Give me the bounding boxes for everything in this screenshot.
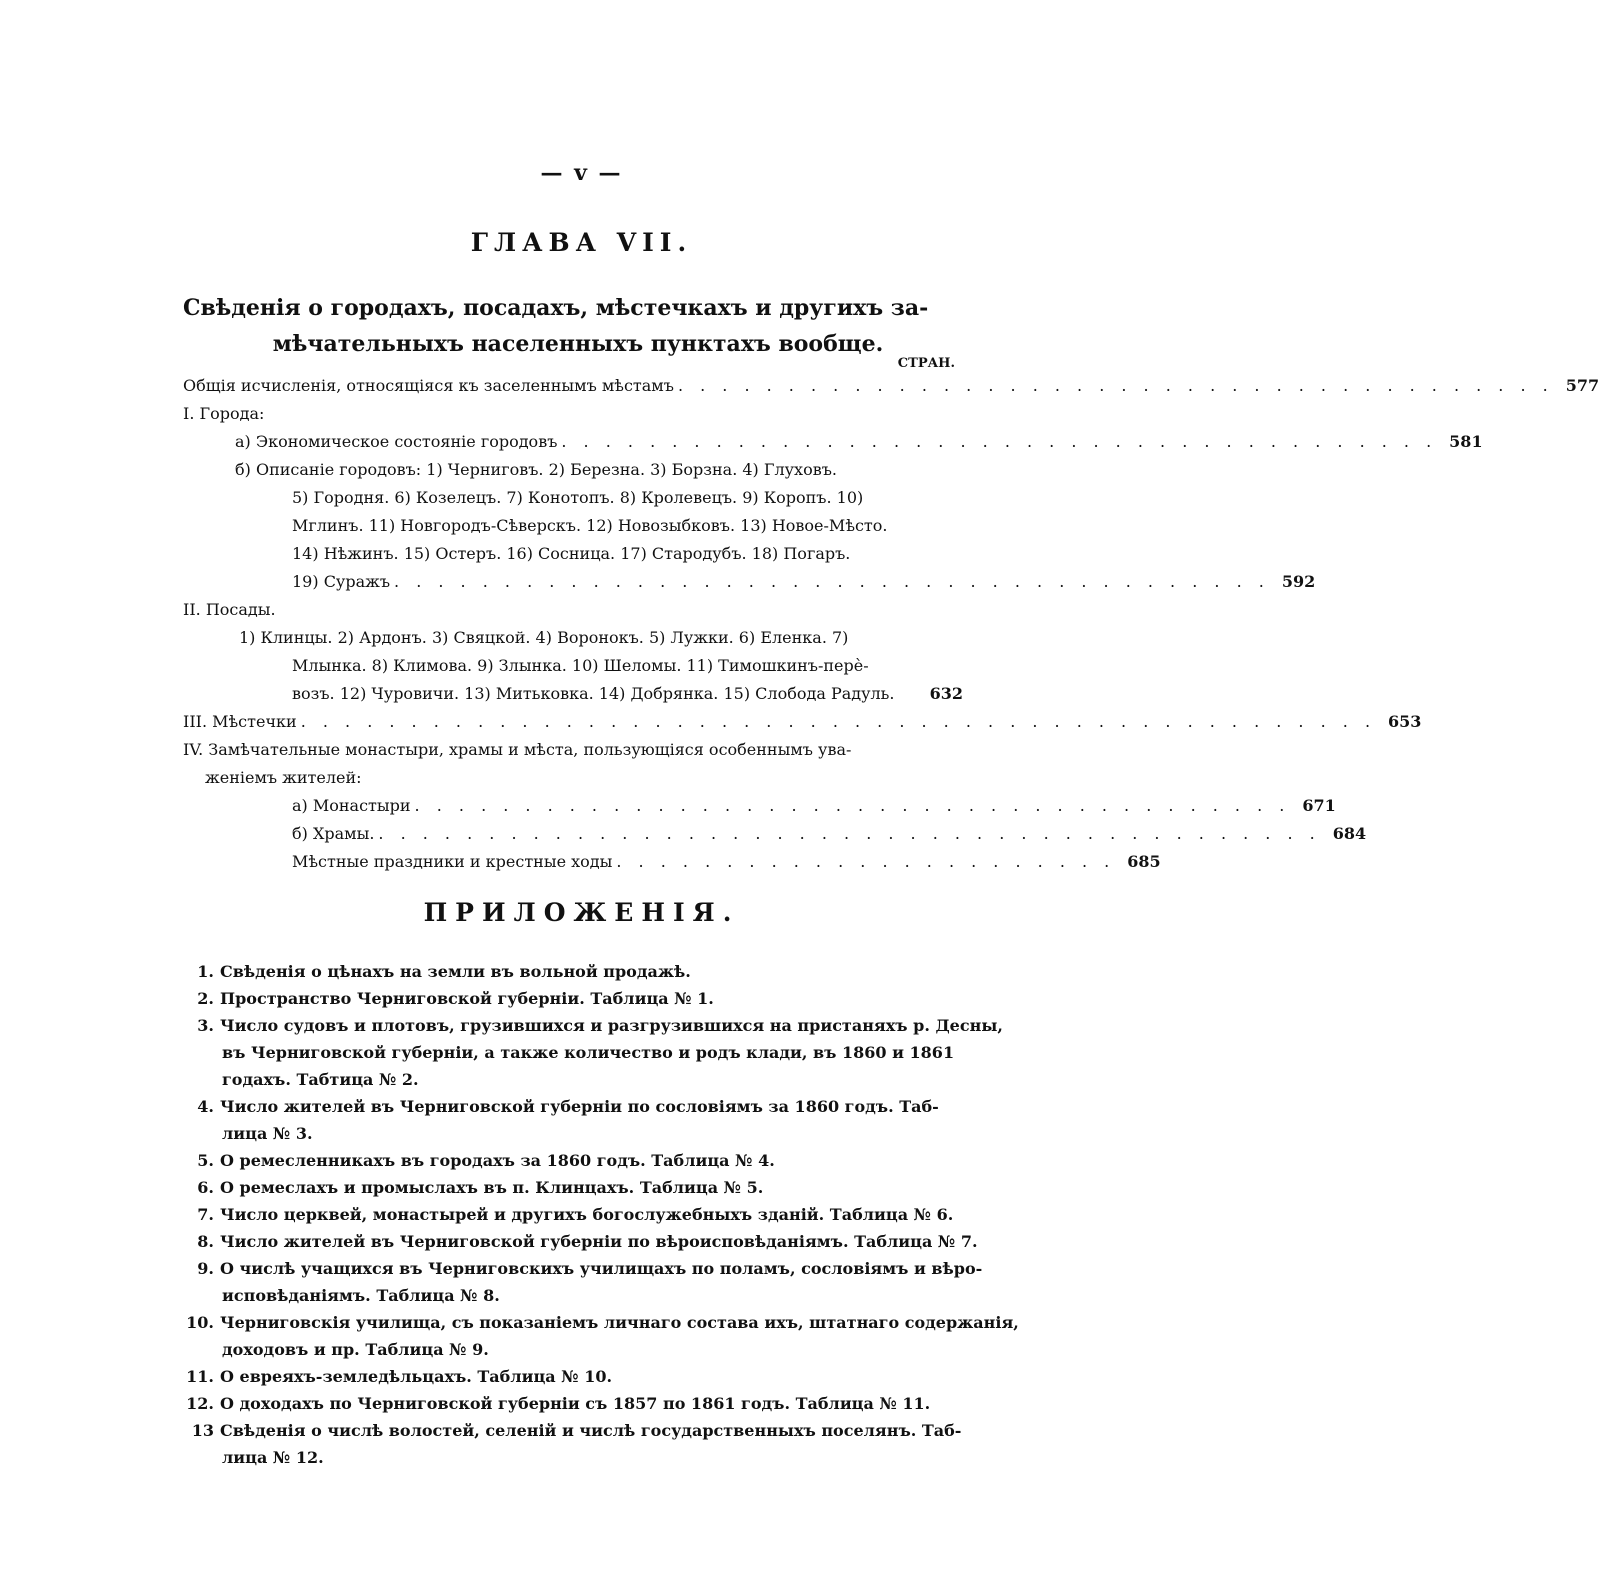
leader-dots: . . . . . . . . . . . . . . . . . . . . . . . . . . . . . . . . . . . . . . . . . . . . . . . . . <box>300 712 1377 731</box>
item-number: 4. <box>197 1097 214 1116</box>
item-number: 9. <box>197 1259 214 1278</box>
toc-page: 684 <box>1332 824 1367 843</box>
item-text: О числѣ учащихся въ Черниговскихъ училищахъ по поламъ, сословіямъ и вѣро- <box>220 1259 983 1278</box>
item-text: лица № 3. <box>222 1124 313 1143</box>
list-item <box>182 1201 972 1228</box>
toc-entry-text: III. Мѣстечки <box>183 712 297 731</box>
toc-page: 581 <box>1449 432 1483 451</box>
item-text: въ Черниговской губерніи, а также количество и родъ клади, въ 1860 и 1861 <box>222 1043 955 1062</box>
list-item <box>182 985 972 1012</box>
subtitle-line-1: Свѣденія о городахъ, посадахъ, мѣстечкахъ и другихъ за- <box>183 295 929 321</box>
item-number: 1. <box>197 962 214 981</box>
toc-entry <box>183 680 963 708</box>
toc-page: 632 <box>929 684 963 703</box>
list-item <box>182 1228 978 1255</box>
toc-entry-text: б) Храмы. <box>292 824 375 843</box>
item-text: Черниговскія училища, съ показаніемъ личнаго состава ихъ, штатнаго содержанія, <box>220 1313 1019 1332</box>
toc-entry-text: Мѣстные праздники и крестные ходы <box>292 852 613 871</box>
list-item <box>182 1309 1019 1363</box>
toc-line: б) Описаніе городовъ: 1) Черниговъ. 2) Березна. 3) Борзна. 4) Глуховъ. <box>235 460 837 479</box>
item-number: 5. <box>197 1151 214 1170</box>
item-text: Свѣденія о цѣнахъ на земли въ вольной продажѣ. <box>220 962 691 981</box>
toc-page: 592 <box>1281 572 1316 591</box>
toc-entry <box>183 568 1316 596</box>
toc-entry-text: а) Экономическое состояніе городовъ <box>235 432 558 451</box>
toc-page: 671 <box>1302 796 1336 815</box>
list-item <box>182 1147 972 1174</box>
toc-line: женіемъ жителей: <box>205 768 362 787</box>
list-item <box>182 1174 972 1201</box>
chapter-subtitle <box>183 290 973 362</box>
leader-dots: . . . . . . . . . . . . . . . . . . . . . . . . . . . . . . . . . . . . . . . . <box>677 376 1554 395</box>
toc-entry <box>183 820 1367 848</box>
item-number: 8. <box>197 1232 214 1251</box>
list-item <box>182 1255 983 1309</box>
appendices-list <box>182 958 1019 1471</box>
item-text: Свѣденія о числѣ волостей, селеній и числѣ государственныхъ поселянъ. Таб- <box>220 1421 962 1440</box>
toc-entry <box>183 428 1483 456</box>
appendices-title: ПРИЛОЖЕНІЯ. <box>423 898 740 927</box>
item-number: 7. <box>197 1205 214 1224</box>
toc-heading: II. Посады. <box>183 600 276 619</box>
page-number: — v — <box>540 160 623 186</box>
toc-line: Мглинъ. 11) Новгородъ-Сѣверскъ. 12) Новозыбковъ. 13) Новое-Мѣсто. <box>292 516 888 535</box>
toc-line: IV. Замѣчательные монастыри, храмы и мѣста, пользующіяся особеннымъ ува- <box>183 740 852 759</box>
leader-dots: . . . . . . . . . . . . . . . . . . . . . . . . . . . . . . . . . . . . . . . . <box>394 572 1270 591</box>
toc-page: 653 <box>1388 712 1422 731</box>
toc-entry <box>183 792 1336 820</box>
toc-entry-text: Общія исчисленія, относящіяся къ заселеннымъ мѣстамъ <box>183 376 674 395</box>
toc-entry <box>183 372 1599 400</box>
leader-dots: . . . . . . . . . . . . . . . . . . . . . . . . . . . . . . . . . . . . . . . . <box>414 796 1291 815</box>
chapter-title: ГЛАВА VII. <box>470 228 693 257</box>
toc-line: 1) Клинцы. 2) Ардонъ. 3) Свяцкой. 4) Воронокъ. 5) Лужки. 6) Еленка. 7) <box>239 628 849 647</box>
item-text: Число жителей въ Черниговской губерніи по вѣроисповѣданіямъ. Таблица № 7. <box>220 1232 978 1251</box>
item-text: О евреяхъ-земледѣльцахъ. Таблица № 10. <box>220 1367 613 1386</box>
item-text: О ремеслахъ и промыслахъ въ п. Клинцахъ. Таблица № 5. <box>220 1178 764 1197</box>
item-number: 3. <box>197 1016 214 1035</box>
item-number: 11. <box>186 1367 214 1386</box>
toc-line: Млынка. 8) Климова. 9) Злынка. 10) Шеломы. 11) Тимошкинъ-перѐ- <box>292 656 869 675</box>
item-number: 2. <box>197 989 214 1008</box>
item-number: 13 <box>191 1421 214 1440</box>
toc-page: 577 <box>1565 376 1599 395</box>
item-text: доходовъ и пр. Таблица № 9. <box>222 1340 489 1359</box>
item-text: Число судовъ и плотовъ, грузившихся и разгрузившихся на пристаняхъ р. Десны, <box>220 1016 1003 1035</box>
item-text: годахъ. Табтица № 2. <box>222 1070 419 1089</box>
list-item <box>182 958 972 985</box>
list-item <box>182 1390 972 1417</box>
leader-dots: . . . . . . . . . . . . . . . . . . . . . . . <box>616 852 1116 871</box>
list-item <box>182 1012 1003 1093</box>
toc-entry-text: а) Монастыри <box>292 796 411 815</box>
item-text: Число церквей, монастырей и другихъ богослужебныхъ зданій. Таблица № 6. <box>220 1205 954 1224</box>
toc-entry <box>183 848 1161 876</box>
item-text: Пространство Черниговской губерніи. Таблица № 1. <box>220 989 714 1008</box>
toc-page: 685 <box>1127 852 1161 871</box>
item-text: О ремесленникахъ въ городахъ за 1860 годъ. Таблица № 4. <box>220 1151 775 1170</box>
toc-heading: I. Города: <box>183 404 265 423</box>
leader-dots: . . . . . . . . . . . . . . . . . . . . . . . . . . . . . . . . . . . . . . . . . . . <box>378 824 1321 843</box>
item-text: О доходахъ по Черниговской губерніи съ 1857 по 1861 годъ. Таблица № 11. <box>220 1394 931 1413</box>
item-number: 12. <box>186 1394 214 1413</box>
leader-dots: . . . . . . . . . . . . . . . . . . . . . . . . . . . . . . . . . . . . . . . . <box>561 432 1438 451</box>
subtitle-line-2: мѣчательныхъ населенныхъ пунктахъ вообще. <box>272 331 884 357</box>
list-item <box>182 1093 972 1147</box>
toc-entry-text: 19) Суражъ <box>292 572 391 591</box>
toc-entry <box>183 708 1422 736</box>
item-text: лица № 12. <box>222 1448 324 1467</box>
item-number: 10. <box>186 1313 214 1332</box>
toc-entry-text: возъ. 12) Чуровичи. 13) Митьковка. 14) Добрянка. 15) Слобода Радуль. <box>292 684 895 703</box>
item-number: 6. <box>197 1178 214 1197</box>
toc-line: 5) Городня. 6) Козелецъ. 7) Конотопъ. 8) Кролевецъ. 9) Коропъ. 10) <box>292 488 864 507</box>
list-item <box>182 1417 972 1471</box>
page-column-label: СТРАН. <box>897 356 955 371</box>
table-of-contents <box>183 372 1599 876</box>
item-text: исповѣданіямъ. Таблица № 8. <box>222 1286 500 1305</box>
toc-line: 14) Нѣжинъ. 15) Остеръ. 16) Сосница. 17) Стародубъ. 18) Погаръ. <box>292 544 851 563</box>
item-text: Число жителей въ Черниговской губерніи по сословіямъ за 1860 годъ. Таб- <box>220 1097 939 1116</box>
list-item <box>182 1363 972 1390</box>
